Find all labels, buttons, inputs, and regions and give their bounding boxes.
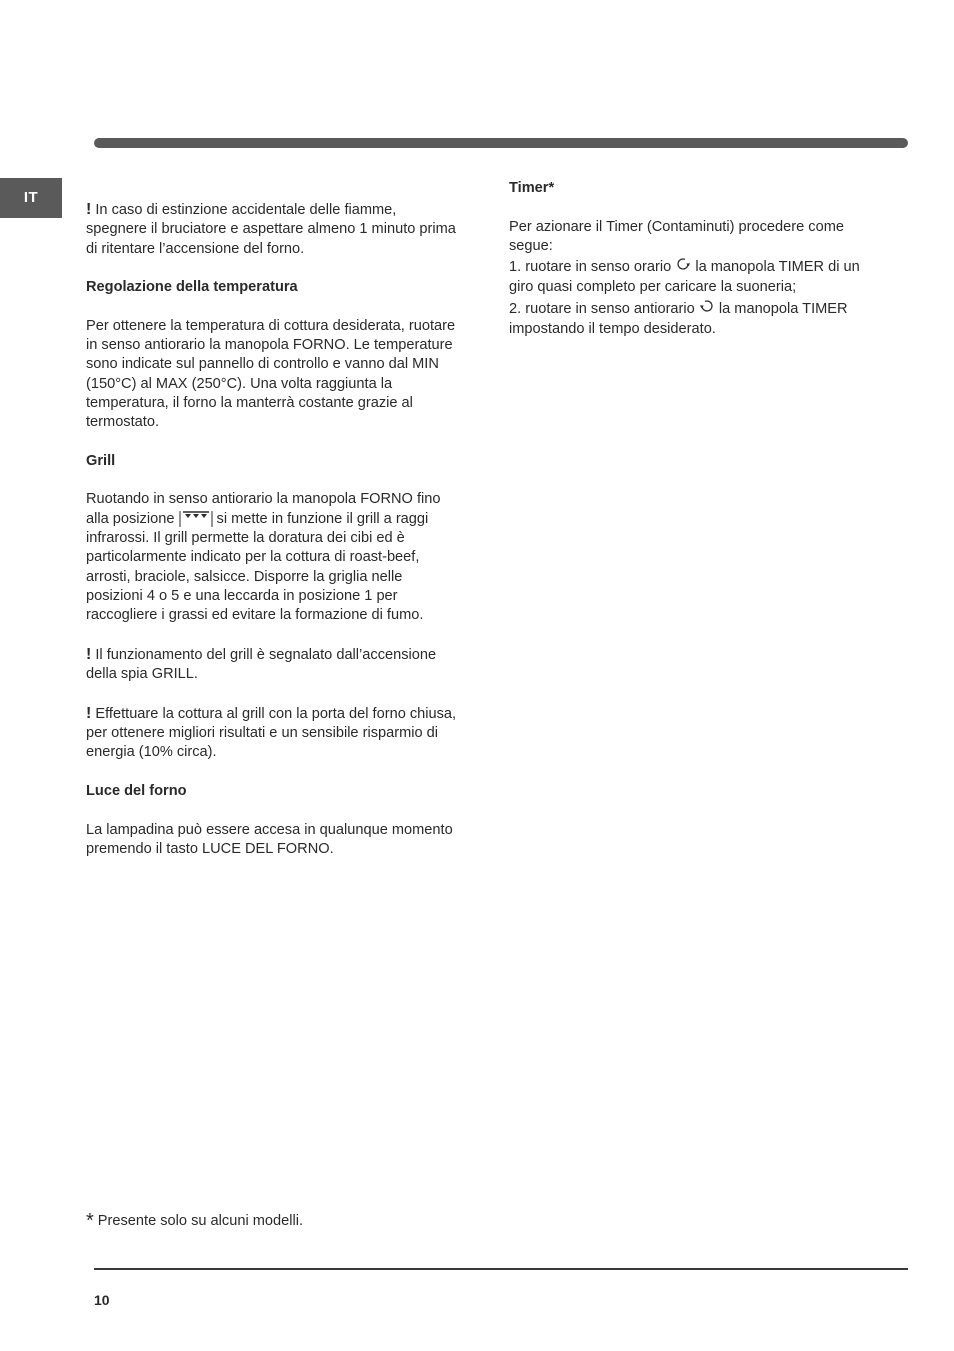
grill-note-indicator: ! Il funzionamento del grill è segnalato dall’accensione della spia GRILL. [86, 645, 437, 683]
right-column [509, 179, 884, 359]
rotate-clockwise-icon [675, 256, 691, 278]
footer-rule [94, 1268, 908, 1270]
left-column [86, 200, 461, 878]
timer-paragraph: Per azionare il Timer (Contaminuti) procedere come segue: 1. ruotare in senso orario la manopola TIMER di un giro quasi completo per caricare la suoneria; 2. ruotare in senso antiorario la manopola TIMER impostando il tempo desiderato. [509, 218, 860, 338]
heading-oven-light: Luce del forno [86, 782, 187, 799]
grill-note-door: ! Effettuare la cottura al grill con la porta del forno chiusa, per ottenere migliori risultati e un sensibile risparmio di energia (10% circa). [86, 704, 457, 761]
grill-paragraph: Ruotando in senso antiorario la manopola FORNO fino alla posizione si mette in funzione il grill a raggi infrarossi. Il grill permette la doratura dei cibi ed è particolarmente indicato per la cottura di roast-beef, arrosti, braciole, salsicce. Disporre la griglia nelle posizioni 4 o 5 e una leccarda in posizione 1 per raccogliere i grassi ed evitare la formazione di fumo. [86, 491, 441, 624]
heading-temperature: Regolazione della temperatura [86, 279, 298, 296]
warning-mark: ! [86, 704, 92, 722]
warning-mark: ! [86, 645, 92, 663]
temperature-paragraph: Per ottenere la temperatura di cottura desiderata, ruotare in senso antiorario la manopola FORNO. Le temperature sono indicate sul pannello di controllo e vanno dal MIN (150°C) al MAX (250°C). Una volta raggiunta la temperatura, il forno la manterrà costante grazie al termostato. [86, 317, 456, 431]
page-number: 10 [94, 1292, 110, 1308]
flame-warning: ! In caso di estinzione accidentale delle fiamme, spegnere il bruciatore e aspettare almeno 1 minuto prima di ritentare l’accensione del forno. [86, 201, 456, 257]
oven-light-paragraph: La lampadina può essere accesa in qualunque momento premendo il tasto LUCE DEL FORNO. [86, 821, 453, 857]
rotate-counterclockwise-icon [699, 298, 715, 320]
heading-grill: Grill [86, 452, 116, 469]
footnote [86, 1212, 303, 1231]
header-rule [94, 138, 908, 148]
warning-mark: ! [86, 201, 92, 218]
heading-timer: Timer* [509, 180, 555, 196]
grill-symbol-icon [179, 510, 213, 528]
footnote-star: * [86, 1210, 94, 1232]
language-tab: IT [0, 178, 62, 218]
footnote-text: Presente solo su alcuni modelli. [97, 1213, 304, 1229]
